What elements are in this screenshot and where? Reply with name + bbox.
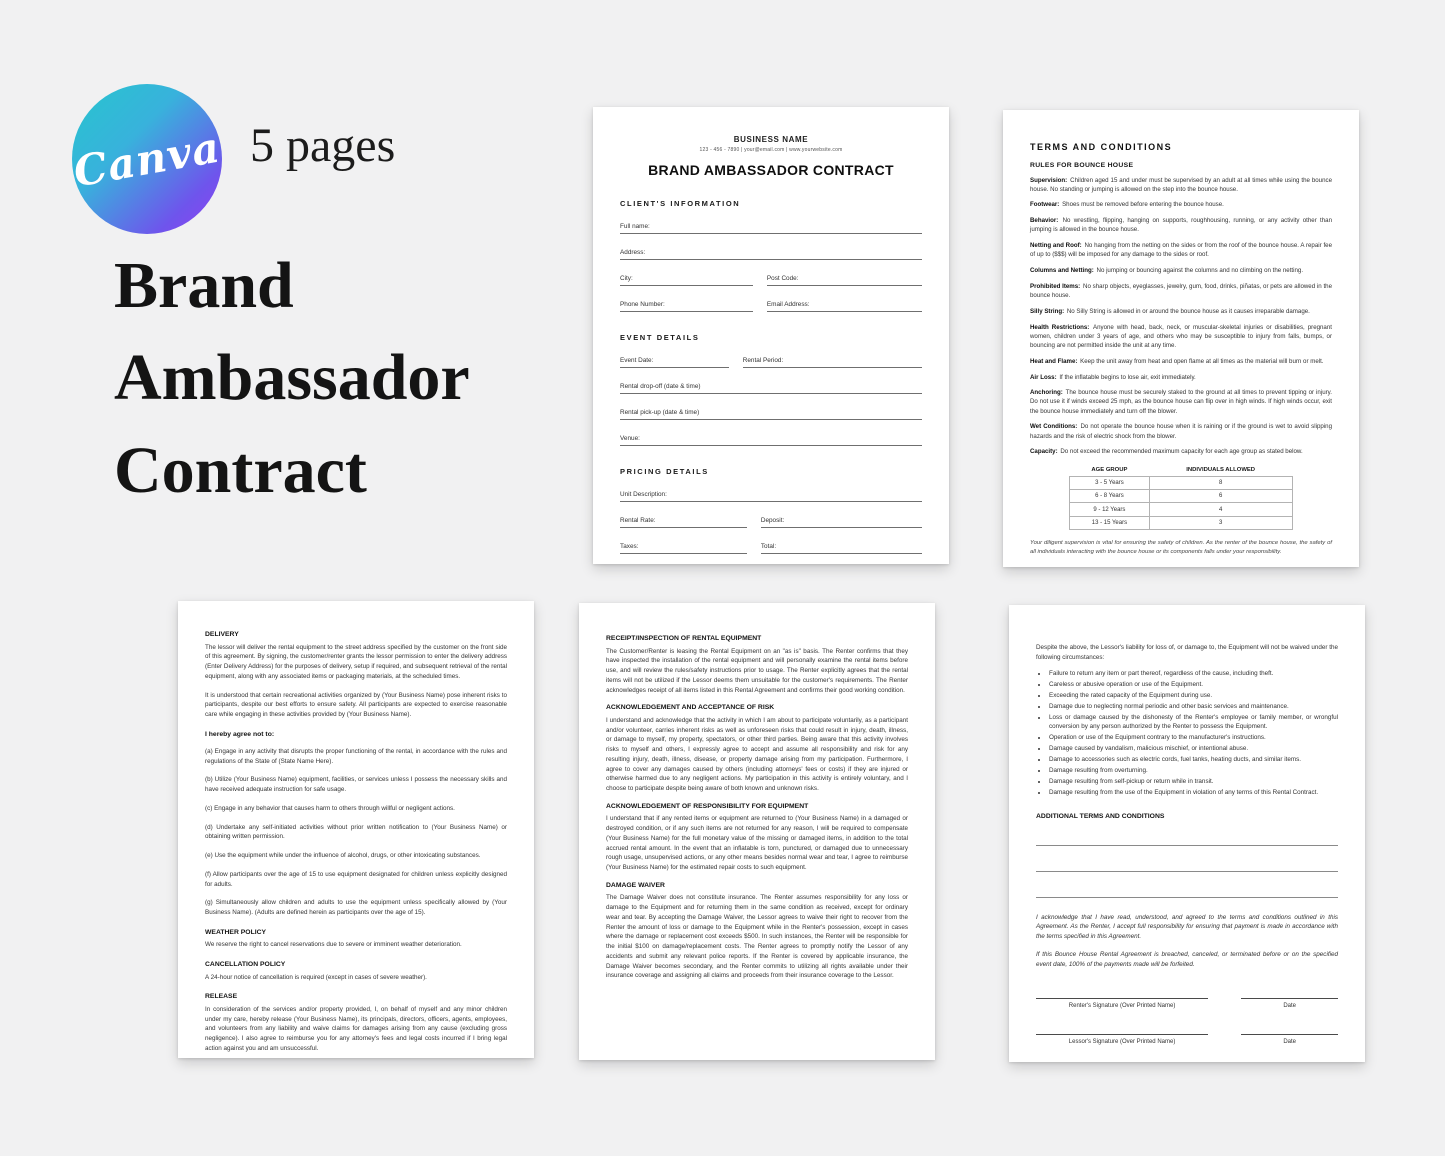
rule-heat-and-flame: Heat and Flame: Keep the unit away from heat and open flame at all times as the material will burn or melt. (1030, 357, 1324, 365)
field-rental-pick-up (620, 409, 922, 420)
date-block (1241, 1033, 1338, 1045)
title-line: Ambassador (114, 341, 470, 415)
release-heading: RELEASE (205, 993, 238, 1001)
release-text: In consideration of the services and/or property provided, I, on behalf of myself and any minor children under my care, hereby release (Your Business Name), its principals, directors, officers, agents, employees, and volunteers from any liability and waive claims for damages arising from any cause (excluding gross negligence). I also agree to reimburse you for any attorney's fees and legal costs incurred if I bring legal action against you and am unsuccessful. (205, 1005, 507, 1052)
blank-write-in-line (1036, 872, 1338, 898)
list-item: • Damage caused by vandalism, malicious mischief, or intentional abuse. (1048, 744, 1338, 753)
field-label: Rental Rate: (620, 517, 656, 524)
weather-policy-text: We reserve the right to cancel reservations due to severe or imminent weather deterioration. (205, 941, 462, 949)
list-item: • Loss or damage caused by the dishonesty of the Renter's employee or family member, or wrongful conversion by any person authorized by the Renter to possess the Equipment. (1048, 713, 1338, 732)
field-phone-number (620, 301, 753, 312)
delivery-paragraph: It is understood that certain recreational activities organized by (Your Business Name) pose inherent risks to participants, despite our best efforts to ensure safety. All participants are expected to exercise reasonable care while engaging in these activities provided by (Your Business Name). (205, 691, 507, 718)
list-item: • Careless or abusive operation or use of the Equipment. (1048, 680, 1338, 689)
rule-silly-string: Silly String: No Silly String is allowed in or around the bounce house as it causes irreparable damage. (1030, 307, 1310, 315)
renter-signature-row (1036, 997, 1338, 1009)
contract-page-4 (579, 603, 935, 1060)
section-heading-client-information: CLIENT'S INFORMATION (620, 199, 741, 208)
agree-item-d: (d) Undertake any self-initiated activities without prior written notification to (Your Business Name) or obtaining written permission. (205, 823, 507, 841)
rule-capacity: Capacity: Do not exceed the recommended maximum capacity for each age group as stated below. (1030, 448, 1303, 456)
contract-page-5 (1009, 605, 1365, 1062)
agree-not-to-heading: I hereby agree not to: (205, 730, 275, 738)
list-item: • Operation or use of the Equipment contrary to the manufacturer's instructions. (1048, 733, 1338, 742)
list-item: • Exceeding the rated capacity of the Equipment during use. (1048, 691, 1338, 700)
rule-prohibited-items: Prohibited Items: No sharp objects, eyeglasses, jewelry, gum, food, drinks, piñatas, or pets are allowed in the bounce house. (1030, 282, 1332, 300)
list-item: • Damage to accessories such as electric cords, fuel tanks, heating ducts, and similar items. (1048, 755, 1338, 764)
field-city (620, 275, 753, 286)
table-row: 3 - 5 Years 8 (1070, 476, 1292, 489)
rule-supervision: Supervision: Children aged 15 and under must be supervised by an adult at all times while using the bounce house. No standing or jumping is allowed on the step into the bounce house. (1030, 176, 1332, 193)
rule-footwear: Footwear: Shoes must be removed before entering the bounce house. (1030, 201, 1224, 209)
capacity-table-header-individuals: INDIVIDUALS ALLOWED (1186, 466, 1256, 473)
field-email-address (767, 301, 922, 312)
table-row: 9 - 12 Years 4 (1070, 503, 1292, 516)
list-item: • Damage resulting from the use of the Equipment in violation of any terms of this Rental Contract. (1048, 788, 1338, 797)
delivery-heading: DELIVERY (205, 631, 239, 638)
field-label: Rental drop-off (date & time) (620, 383, 701, 390)
business-contact-line: 123 - 456 - 7890 | your@email.com | www.yourwebsite.com (699, 147, 843, 153)
field-label: Full name: (620, 223, 650, 230)
field-label: Rental pick-up (date & time) (620, 409, 700, 416)
lessor-signature-caption: Lessor's Signature (Over Printed Name) (1068, 1039, 1176, 1046)
acceptance-of-risk-text: I understand and acknowledge that the activity in which I am about to participate voluntarily, as a participant and/or volunteer, carries inherent risks as well as unforeseen risks that could result in injury, death, illness, or damage to myself, my property, spectators, or other third parties. Being aware that this activity involves risks to myself and others, I expressly agree to accept and assume all responsibility and risk for any resulting injury, death, illness, disease, or property damage arising from my participation. Furthermore, I agree to cover any damages caused by others (including attorneys' fees or costs) if they are injured or otherwise harmed due to any negligent actions. My participation in this activity is entirely voluntary, and I choose to participate despite being aware of both known and unknown risks. (606, 716, 908, 792)
list-item: • Damage due to neglecting normal periodic and other basic services and maintenance. (1048, 702, 1338, 711)
field-total (761, 543, 922, 554)
date-caption: Date (1283, 1003, 1297, 1010)
cancellation-policy-text: A 24-hour notice of cancellation is required (except in cases of severe weather). (205, 973, 427, 981)
renter-signature-caption: Renter's Signature (Over Printed Name) (1068, 1003, 1176, 1010)
field-label: Email Address: (766, 301, 810, 308)
field-label: Total: (760, 543, 777, 550)
field-rental-rate (620, 517, 747, 528)
damage-waiver-text: The Damage Waiver does not constitute insurance. The Renter assumes responsibility for any loss or damage to the Equipment and for returning them in the same condition as received, except for ordinary wear and tear. By accepting the Damage Waiver, the Lessor agrees to waive their right to recover from the Renter the amount of loss or damage to the Equipment while in the Renter's possession, except in cases where the damage or replacement cost exceeds $500. In such instances, the Renter will be responsible for the initial $100 on damage/replacement costs. The Renter agrees to promptly notify the Lessor of any accidents and submit any relevant police reports. If the Renter is covered by applicable insurance, the Damage Waiver becomes secondary, and the Renter commits to utilizing all rights available under their insurance coverage and assigning all claims and proceeds from their insurance coverage to the Lessor. (606, 894, 908, 980)
agree-item-a: (a) Engage in any activity that disrupts the proper functioning of the rental, in accordance with the rules and regulations of the State of (State Name Here). (205, 747, 507, 765)
field-event-date (620, 357, 729, 368)
field-label: Taxes: (620, 543, 639, 550)
list-item: • Damage resulting from overturning. (1048, 766, 1338, 775)
contract-page-1 (593, 107, 949, 564)
terms-heading: TERMS AND CONDITIONS (1030, 142, 1173, 152)
agree-item-g: (g) Simultaneously allow children and adults to use the equipment unless specifically allowed by (Your Business Name). (Adults are defined herein as participants over the age of 15). (205, 899, 507, 916)
canva-wordmark: Canva (69, 122, 225, 196)
field-label: City: (620, 275, 633, 282)
table-row: 13 - 15 Years 3 (1070, 516, 1292, 529)
canva-logo (69, 84, 225, 234)
agree-item-e: (e) Use the equipment while under the influence of alcohol, drugs, or other intoxicating substances. (205, 852, 481, 859)
blank-write-in-line (1036, 820, 1338, 846)
liability-intro: Despite the above, the Lessor's liability for loss of, or damage to, the Equipment will not be waived under the following circumstances: (1036, 644, 1338, 661)
field-unit-description (620, 491, 922, 502)
responsibility-for-equipment-heading: ACKNOWLEDGEMENT OF RESPONSIBILITY FOR EQUIPMENT (606, 802, 809, 810)
lessor-signature-row (1036, 1033, 1338, 1045)
field-venue (620, 435, 922, 446)
rules-subheading: RULES FOR BOUNCE HOUSE (1030, 162, 1134, 169)
field-label: Post Code: (766, 275, 799, 282)
weather-policy-heading: WEATHER POLICY (205, 928, 267, 936)
agree-item-b: (b) Utilize (Your Business Name) equipment, facilities, or services unless I possess the necessary skills and have received adequate instruction for safe usage. (205, 776, 507, 793)
field-address (620, 249, 922, 260)
supervision-footnote: Your diligent supervision is vital for ensuring the safety of children. As the renter of the bounce house, the safety of all individuals interacting with the bounce house or its components falls under your responsibility. (1030, 540, 1332, 556)
additional-terms-heading: ADDITIONAL TERMS AND CONDITIONS (1036, 812, 1165, 820)
delivery-paragraph: The lessor will deliver the rental equipment to the street address specified by the customer on the front side of this agreement. By signing, the customer/renter grants the lessor permission to enter the delivery address (Enter Delivery Address) for the purposes of delivery, setup if required, and subsequent retrieval of the rental equipment, along with any associated items or packaging materials, at the scheduled times. (205, 643, 507, 680)
field-label: Venue: (620, 435, 640, 442)
forfeit-paragraph: If this Bounce House Rental Agreement is breached, canceled, or terminated before or on the specified event date, 100% of the payments made will be forfeited. (1036, 950, 1338, 968)
contract-page-2 (1003, 110, 1359, 567)
blank-write-in-line (1036, 846, 1338, 872)
rule-netting-and-roof: Netting and Roof: No hanging from the netting on the sides or from the roof of the bounce house. A repair fee of up to ($$$) will be imposed for any damage to the sides or roof. (1030, 242, 1332, 259)
business-name: BUSINESS NAME (733, 135, 809, 144)
field-label: Event Date: (620, 357, 654, 364)
listing-title (114, 240, 470, 517)
field-full-name (620, 223, 922, 234)
receipt-inspection-heading: RECEIPT/INSPECTION OF RENTAL EQUIPMENT (606, 635, 762, 642)
signature-line (1036, 997, 1208, 999)
rule-anchoring: Anchoring: The bounce house must be securely staked to the ground at all times to prevent tipping or injury. Do not use it if winds exceed 25 mph, as the bounce house can flip over in high winds. If high winds occur, exit the bounce house immediately and turn off the blower. (1030, 389, 1332, 415)
section-heading-pricing-details: PRICING DETAILS (620, 467, 709, 476)
signature-line (1036, 1033, 1208, 1035)
field-label: Deposit: (760, 517, 785, 524)
table-row: 6 - 8 Years 6 (1070, 490, 1292, 503)
agree-item-f: (f) Allow participants over the age of 15 to use equipment designated for children unless explicitly designed for adults. (205, 870, 507, 888)
field-rental-period (743, 357, 922, 368)
rule-columns-and-netting: Columns and Netting: No jumping or bouncing against the columns and no climbing on the netting. (1030, 267, 1304, 275)
field-taxes (620, 543, 747, 554)
rule-wet-conditions: Wet Conditions: Do not operate the bounce house when it is raining or if the ground is wet to avoid slipping hazards and the risk of electric shock from the blower. (1030, 423, 1332, 440)
field-rental-drop-off (620, 383, 922, 394)
liability-circumstances-list (1048, 669, 1338, 798)
capacity-table (1069, 466, 1292, 531)
signature-line (1241, 997, 1338, 999)
title-line: Brand (114, 249, 294, 322)
receipt-inspection-text: The Customer/Renter is leasing the Rental Equipment on an "as is" basis. The Renter confirms that they have inspected the installation of the rental equipment and will personally examine the rental items before use, and will review the rules/safety instructions prior to usage. The Renter explicitly agrees that the rental items will not be utilized if the Lessor deems them unsuitable for the customer's requirements. The Renter acknowledges receipt of all items listed in this Rental Agreement and confirms their good working condition. (606, 647, 908, 694)
rule-health-restrictions: Health Restrictions: Anyone with head, back, neck, or muscular-skeletal injuries or disabilities, pregnant women, children under 3 years of age, and others who may be susceptible to injury from falls, bumps, or bouncing are not permitted inside the unit at any time. (1030, 323, 1332, 350)
contract-page-3 (178, 601, 534, 1058)
rule-air-loss: Air Loss: If the inflatable begins to lose air, exit immediately. (1030, 373, 1196, 381)
field-label: Address: (620, 249, 646, 256)
field-label: Unit Description: (620, 491, 667, 498)
signature-line (1241, 1033, 1338, 1035)
section-heading-event-details: EVENT DETAILS (620, 333, 700, 342)
agree-item-c: (c) Engage in any behavior that causes harm to others through willful or negligent actions. (205, 804, 455, 812)
field-label: Phone Number: (620, 301, 665, 308)
acknowledgement-paragraph: I acknowledge that I have read, understood, and agreed to the terms and conditions outlined in this Agreement. As the Renter, I accept full responsibility for ensuring that payment is made in accordance with the terms specified in this Agreement. (1036, 913, 1338, 941)
field-deposit (761, 517, 922, 528)
field-label: Rental Period: (742, 357, 784, 364)
date-caption: Date (1283, 1039, 1297, 1046)
capacity-table-header-age-group: AGE GROUP (1091, 466, 1128, 473)
page-count-label: 5 pages (250, 119, 396, 172)
acceptance-of-risk-heading: ACKNOWLEDGEMENT AND ACCEPTANCE OF RISK (606, 704, 775, 712)
renter-signature-block (1036, 997, 1208, 1009)
responsibility-for-equipment-text: I understand that if any rented items or equipment are returned to (Your Business Name) in a damaged or destroyed condition, or if any such items are not returned for any reason, I will be required to compensate (Your Business Name) for the full monetary value of the missing or damaged items, in addition to the total accrued rental amount. In the event that an inflatable is torn, punctured, or damaged due to unnecessary rough usage, unsupervised actions, or any other means besides normal wear and tear, I agree to reimburse (Your Business Name) for the estimated repair costs to such equipment. (606, 815, 908, 871)
cancellation-policy-heading: CANCELLATION POLICY (205, 961, 286, 968)
damage-waiver-heading: DAMAGE WAIVER (606, 881, 665, 889)
title-line: Contract (114, 433, 367, 507)
list-item: • Damage resulting from self-pickup or return while in transit. (1048, 777, 1338, 786)
date-block (1241, 997, 1338, 1009)
lessor-signature-block (1036, 1033, 1208, 1045)
rule-behavior: Behavior: No wrestling, flipping, hanging on supports, roughhousing, running, or any activity other than jumping is allowed in the bounce house. (1030, 217, 1332, 234)
field-post-code (767, 275, 922, 286)
list-item: • Failure to return any item or part thereof, regardless of the cause, including theft. (1048, 669, 1338, 678)
contract-title: BRAND AMBASSADOR CONTRACT (648, 162, 894, 178)
